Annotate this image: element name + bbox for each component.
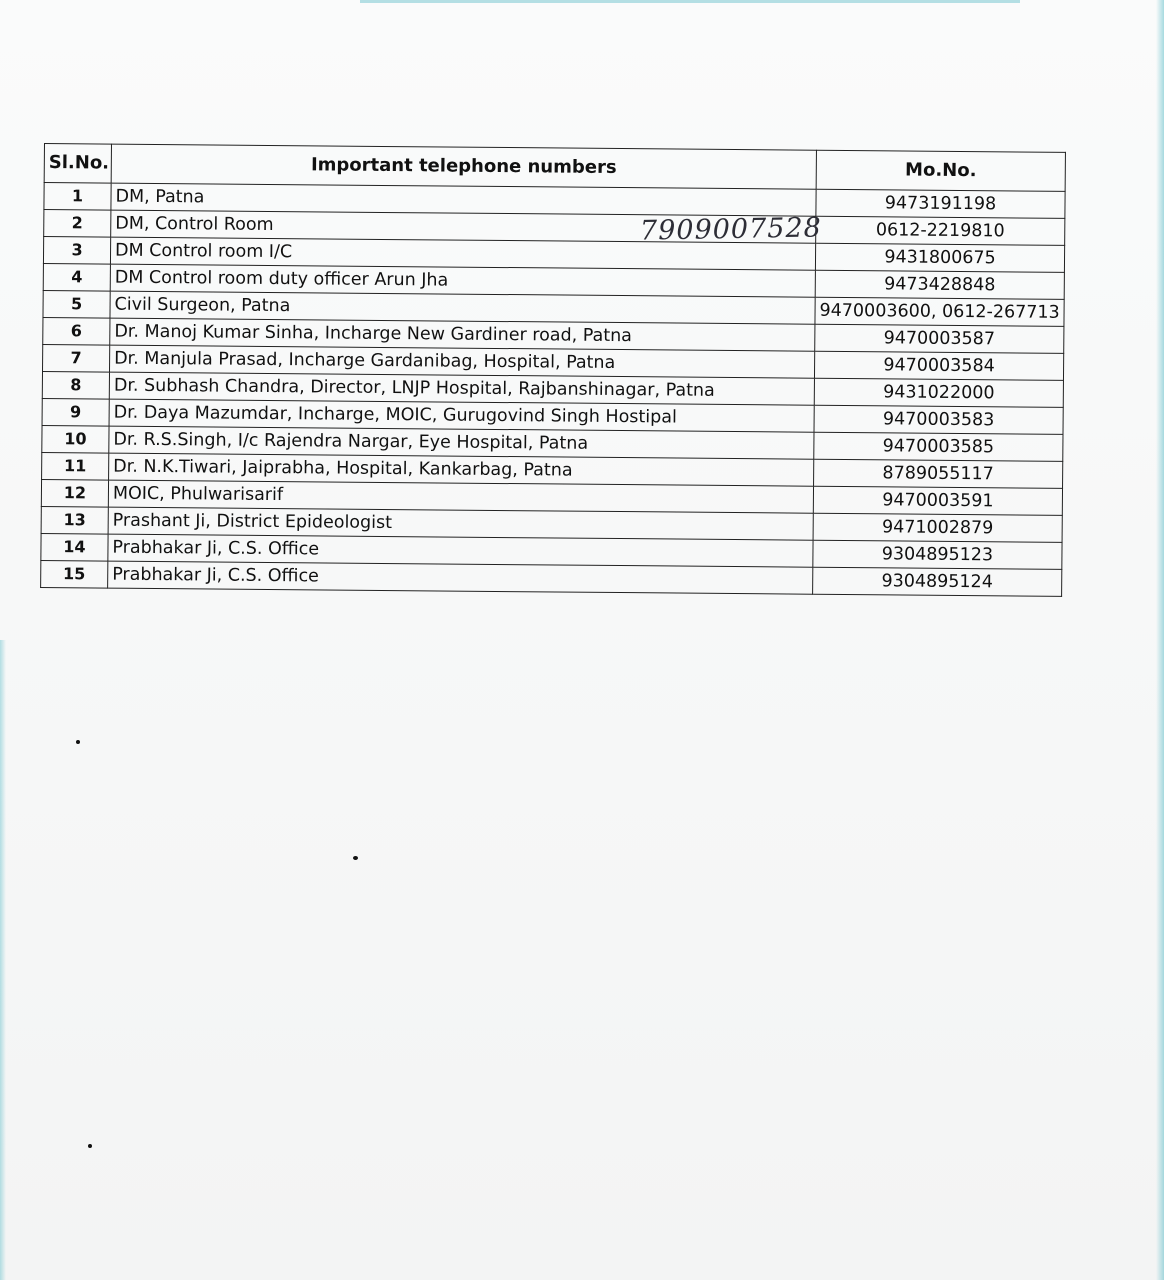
row-sl-no: 11 (42, 452, 109, 480)
row-sl-no: 9 (42, 398, 109, 426)
scan-edge-top (360, 0, 1020, 3)
row-contact-name: DM, Control Room (111, 210, 816, 243)
row-sl-no: 1 (44, 183, 111, 211)
row-contact-name: Prabhakar Ji, C.S. Office (108, 561, 813, 594)
row-contact-name: Prashant Ji, District Epideologist (108, 507, 813, 540)
row-mobile-number: 9473191198 (816, 189, 1065, 218)
header-sl-no: Sl.No. (44, 144, 111, 184)
row-mobile-number: 9431800675 (815, 243, 1064, 272)
row-contact-name: Dr. N.K.Tiwari, Jaiprabha, Hospital, Kankarbag, Patna (109, 453, 814, 486)
row-mobile-number: 9304895124 (813, 567, 1062, 596)
row-sl-no: 5 (43, 290, 110, 318)
row-mobile-number: 9431022000 (814, 378, 1063, 407)
row-contact-name: Dr. Manjula Prasad, Incharge Gardanibag, Hospital, Patna (110, 345, 815, 378)
row-mobile-number: 9470003591 (813, 486, 1062, 515)
row-mobile-number: 8789055117 (814, 459, 1063, 488)
row-mobile-number: 9470003585 (814, 432, 1063, 461)
row-sl-no: 10 (42, 425, 109, 453)
ink-speck (88, 1144, 92, 1148)
scan-edge-left (0, 640, 6, 1280)
handwritten-number: 7909007528 (639, 212, 823, 247)
row-sl-no: 2 (44, 210, 111, 238)
row-mobile-number: 9473428848 (815, 270, 1064, 299)
row-sl-no: 7 (43, 344, 110, 372)
row-mobile-number: 9304895123 (813, 540, 1062, 569)
header-mobile-no: Mo.No. (816, 150, 1065, 191)
row-mobile-number: 0612-2219810 (816, 216, 1065, 245)
ink-speck (76, 740, 80, 744)
row-contact-name: Dr. Subhash Chandra, Director, LNJP Hospital, Rajbanshinagar, Patna (109, 372, 814, 405)
header-important-numbers: Important telephone numbers (111, 144, 816, 189)
row-contact-name: Dr. R.S.Singh, I/c Rajendra Nargar, Eye Hospital, Patna (109, 426, 814, 459)
row-mobile-number: 9470003583 (814, 405, 1063, 434)
row-sl-no: 14 (41, 533, 108, 561)
row-sl-no: 12 (41, 479, 108, 507)
scan-edge-right (1156, 0, 1164, 1280)
row-contact-name: DM, Patna (111, 183, 816, 216)
row-sl-no: 6 (43, 317, 110, 345)
row-contact-name: DM Control room duty officer Arun Jha (110, 264, 815, 297)
row-contact-name: Dr. Daya Mazumdar, Incharge, MOIC, Gurugovind Singh Hostipal (109, 399, 814, 432)
telephone-numbers-table (40, 143, 1066, 597)
row-sl-no: 15 (41, 560, 108, 588)
ink-speck (353, 856, 358, 860)
row-mobile-number: 9470003600, 0612-267713 (815, 297, 1064, 326)
row-sl-no: 8 (42, 371, 109, 399)
row-mobile-number: 9470003587 (815, 324, 1064, 353)
row-mobile-number: 9470003584 (814, 351, 1063, 380)
row-sl-no: 13 (41, 506, 108, 534)
row-sl-no: 3 (43, 237, 110, 265)
row-contact-name: DM Control room I/C (110, 237, 815, 270)
row-sl-no: 4 (43, 263, 110, 291)
row-contact-name: MOIC, Phulwarisarif (108, 480, 813, 513)
row-mobile-number: 9471002879 (813, 513, 1062, 542)
row-contact-name: Prabhakar Ji, C.S. Office (108, 534, 813, 567)
row-contact-name: Civil Surgeon, Patna (110, 291, 815, 324)
row-contact-name: Dr. Manoj Kumar Sinha, Incharge New Gardiner road, Patna (110, 318, 815, 351)
